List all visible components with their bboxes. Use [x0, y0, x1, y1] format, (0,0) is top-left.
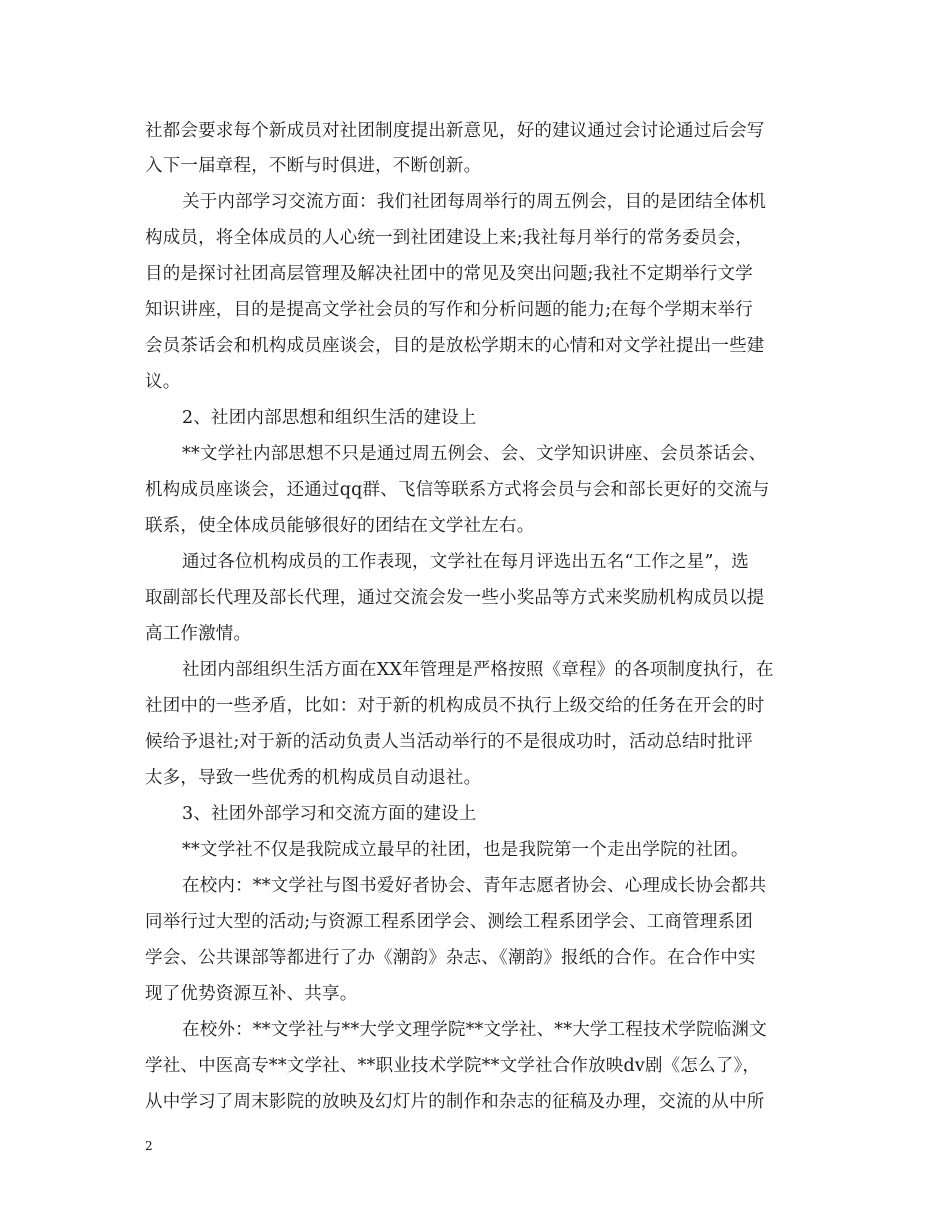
text-line: 社都会要求每个新成员对社团制度提出新意见，好的建议通过会讨论通过后会写: [145, 121, 765, 141]
section-heading: 3、社团外部学习和交流方面的建设上: [182, 804, 477, 824]
text-line: 联系，使全体成员能够很好的团结在文学社左右。: [145, 516, 535, 536]
text-line: 目的是探讨社团高层管理及解决社团中的常见及突出问题;我社不定期举行文学: [145, 264, 753, 284]
text-line: 取副部长代理及部长代理，通过交流会发一些小奖品等方式来奖励机构成员以提: [145, 588, 765, 608]
text-line: 社团中的一些矛盾，比如：对于新的机构成员不执行上级交给的任务在开会的时: [145, 696, 765, 716]
text-line: 关于内部学习交流方面：我们社团每周举行的周五例会，目的是团结全体机: [182, 192, 767, 212]
page-number: 2: [145, 1139, 153, 1153]
text-line: 机构成员座谈会，还通过qq群、飞信等联系方式将会员与会和部长更好的交流与: [145, 480, 770, 500]
text-line: 在校外：**文学社与**大学文理学院**文学社、**大学工程技术学院临渊文: [182, 1020, 767, 1040]
text-line: 会员茶话会和机构成员座谈会，目的是放松学期末的心情和对文学社提出一些建: [145, 336, 765, 356]
text-line: 入下一届章程，不断与时俱进，不断创新。: [145, 156, 482, 176]
text-line: 同举行过大型的活动;与资源工程系团学会、测绘工程系团学会、工商管理系团: [145, 912, 753, 932]
section-heading: 2、社团内部思想和组织生活的建设上: [182, 408, 477, 428]
text-line: 现了优势资源互补、共享。: [145, 984, 358, 1004]
text-line: 学会、公共课部等都进行了办《潮韵》杂志、《潮韵》报纸的合作。在合作中实: [145, 948, 756, 968]
text-line: 候给予退社;对于新的活动负责人当活动举行的不是很成功时，活动总结时批评: [145, 732, 753, 752]
text-line: **文学社内部思想不只是通过周五例会、会、文学知识讲座、会员茶话会、: [182, 444, 767, 464]
text-line: 构成员，将全体成员的人心统一到社团建设上来;我社每月举行的常务委员会，: [145, 228, 753, 248]
text-line: 太多，导致一些优秀的机构成员自动退社。: [145, 768, 482, 788]
text-line: 社团内部组织生活方面在XX年管理是严格按照《章程》的各项制度执行，在: [182, 660, 774, 680]
text-line: **文学社不仅是我院成立最早的社团，也是我院第一个走出学院的社团。: [182, 840, 749, 860]
text-line: 通过各位机构成员的工作表现，文学社在每月评选出五名“工作之星”，选: [182, 552, 749, 572]
text-line: 学社、中医高专**文学社、**职业技术学院**文学社合作放映dv剧《怎么了》，: [145, 1056, 761, 1076]
text-line: 知识讲座，目的是提高文学社会员的写作和分析问题的能力;在每个学期末举行: [145, 300, 753, 320]
text-line: 从中学习了周末影院的放映及幻灯片的制作和杂志的征稿及办理，交流的从中所: [145, 1092, 765, 1112]
text-line: 议。: [145, 372, 181, 392]
text-line: 高工作激情。: [145, 624, 252, 644]
text-line: 在校内：**文学社与图书爱好者协会、青年志愿者协会、心理成长协会都共: [182, 876, 767, 896]
